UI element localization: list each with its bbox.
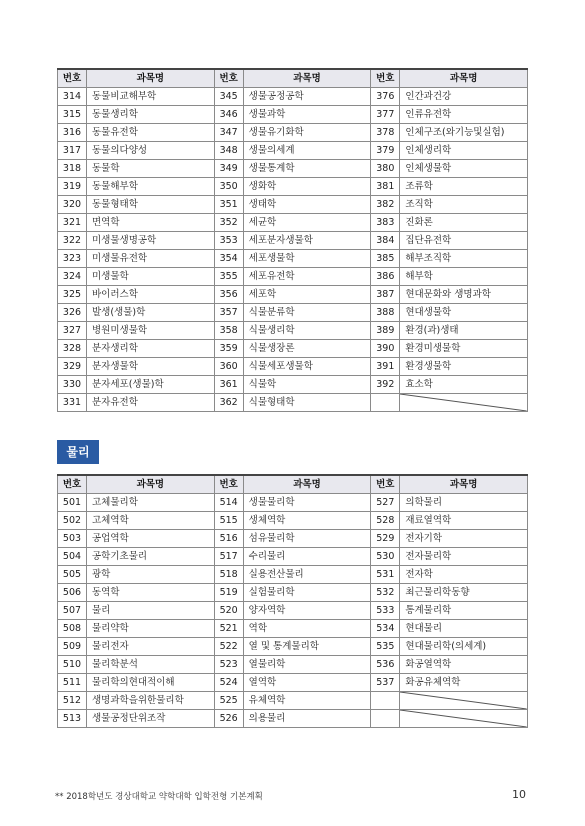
- table-row: [58, 196, 528, 214]
- table-row: [58, 656, 528, 674]
- subject-number: 537: [371, 674, 400, 692]
- subject-name: 동물유전학: [87, 124, 215, 142]
- subject-name: 세포유전학: [243, 268, 371, 286]
- subject-name: 현대물리: [400, 620, 528, 638]
- subject-number: 317: [58, 142, 87, 160]
- subject-name: 생체역학: [243, 512, 371, 530]
- subject-name: 미생물생명공학: [87, 232, 215, 250]
- subject-name: 통계물리학: [400, 602, 528, 620]
- subject-name: 면역학: [87, 214, 215, 232]
- subject-name: 양자역학: [243, 602, 371, 620]
- subject-number: 508: [58, 620, 87, 638]
- subject-name: 의학물리: [400, 494, 528, 512]
- subject-name: 현대물리학(의세계): [400, 638, 528, 656]
- subject-number: 536: [371, 656, 400, 674]
- subject-name: 효소학: [400, 376, 528, 394]
- subject-name: 전자물리학: [400, 548, 528, 566]
- subject-name: 물리: [87, 602, 215, 620]
- subject-number: 385: [371, 250, 400, 268]
- table-row: [58, 584, 528, 602]
- subject-name: 생물과학: [243, 106, 371, 124]
- subject-number: 391: [371, 358, 400, 376]
- subject-number: 328: [58, 340, 87, 358]
- subject-number: 356: [214, 286, 243, 304]
- table-row: [58, 602, 528, 620]
- subject-name: 세포생물학: [243, 250, 371, 268]
- table-row: [58, 322, 528, 340]
- subject-number: 360: [214, 358, 243, 376]
- subject-number: 389: [371, 322, 400, 340]
- subject-number: 324: [58, 268, 87, 286]
- header-subject-name: 과목명: [87, 475, 215, 494]
- subject-name: 세균학: [243, 214, 371, 232]
- subject-number: 380: [371, 160, 400, 178]
- header-number: 번호: [371, 475, 400, 494]
- empty-number-cell: [371, 394, 400, 412]
- subject-number: 524: [214, 674, 243, 692]
- subject-number: 331: [58, 394, 87, 412]
- subject-number: 329: [58, 358, 87, 376]
- table-row: [58, 710, 528, 728]
- subject-number: 318: [58, 160, 87, 178]
- subject-name: 유체역학: [243, 692, 371, 710]
- subject-name: 열물리학: [243, 656, 371, 674]
- subject-number: 315: [58, 106, 87, 124]
- header-number: 번호: [58, 475, 87, 494]
- subject-number: 518: [214, 566, 243, 584]
- subject-name: 생물유기화학: [243, 124, 371, 142]
- table-row: [58, 88, 528, 106]
- header-subject-name: 과목명: [400, 475, 528, 494]
- table-row: [58, 286, 528, 304]
- subject-number: 351: [214, 196, 243, 214]
- section-label-physics: 물리: [57, 440, 99, 464]
- subject-name: 물리전자: [87, 638, 215, 656]
- subject-number: 392: [371, 376, 400, 394]
- subject-number: 523: [214, 656, 243, 674]
- table-header-row: [58, 69, 528, 88]
- subject-number: 358: [214, 322, 243, 340]
- subject-name: 열 및 통계물리학: [243, 638, 371, 656]
- subject-number: 521: [214, 620, 243, 638]
- table-row: [58, 494, 528, 512]
- subject-number: 511: [58, 674, 87, 692]
- header-subject-name: 과목명: [87, 69, 215, 88]
- subject-name: 인체생리학: [400, 142, 528, 160]
- table-row: [58, 548, 528, 566]
- subject-name: 환경생물학: [400, 358, 528, 376]
- physics-subject-table: [57, 474, 528, 728]
- subject-name: 식물형태학: [243, 394, 371, 412]
- subject-name: 세포분자생물학: [243, 232, 371, 250]
- subject-number: 320: [58, 196, 87, 214]
- subject-name: 분자생물학: [87, 358, 215, 376]
- subject-name: 생물통계학: [243, 160, 371, 178]
- subject-name: 섬유물리학: [243, 530, 371, 548]
- subject-name: 수리물리: [243, 548, 371, 566]
- subject-name: 분자유전학: [87, 394, 215, 412]
- table-row: [58, 530, 528, 548]
- subject-name: 동역학: [87, 584, 215, 602]
- subject-name: 고체물리학: [87, 494, 215, 512]
- subject-name: 식물생장론: [243, 340, 371, 358]
- subject-name: 병원미생물학: [87, 322, 215, 340]
- header-subject-name: 과목명: [243, 69, 371, 88]
- table-row: [58, 674, 528, 692]
- subject-name: 분자세포(생물)학: [87, 376, 215, 394]
- subject-name: 식물분류학: [243, 304, 371, 322]
- subject-number: 383: [371, 214, 400, 232]
- table-row: [58, 214, 528, 232]
- subject-name: 생물공정단위조작: [87, 710, 215, 728]
- subject-number: 384: [371, 232, 400, 250]
- subject-name: 현대생물학: [400, 304, 528, 322]
- subject-name: 해부조직학: [400, 250, 528, 268]
- subject-number: 534: [371, 620, 400, 638]
- subject-name: 최근물리학동향: [400, 584, 528, 602]
- subject-name: 환경(과)생태: [400, 322, 528, 340]
- subject-name: 전자학: [400, 566, 528, 584]
- table-row: [58, 178, 528, 196]
- subject-number: 362: [214, 394, 243, 412]
- subject-number: 514: [214, 494, 243, 512]
- subject-name: 공학기초물리: [87, 548, 215, 566]
- subject-number: 322: [58, 232, 87, 250]
- subject-name: 재료열역학: [400, 512, 528, 530]
- subject-number: 533: [371, 602, 400, 620]
- subject-number: 346: [214, 106, 243, 124]
- subject-name: 현대문화와 생명과학: [400, 286, 528, 304]
- empty-cell-diagonal: [400, 710, 528, 728]
- subject-name: 동물비교해부학: [87, 88, 215, 106]
- subject-number: 325: [58, 286, 87, 304]
- subject-name: 분자생리학: [87, 340, 215, 358]
- subject-name: 발생(생물)학: [87, 304, 215, 322]
- subject-number: 503: [58, 530, 87, 548]
- subject-number: 357: [214, 304, 243, 322]
- subject-number: 520: [214, 602, 243, 620]
- header-number: 번호: [58, 69, 87, 88]
- subject-number: 522: [214, 638, 243, 656]
- subject-name: 동물생리학: [87, 106, 215, 124]
- subject-name: 식물생리학: [243, 322, 371, 340]
- subject-number: 348: [214, 142, 243, 160]
- table-row: [58, 638, 528, 656]
- table-header-row: [58, 475, 528, 494]
- subject-number: 526: [214, 710, 243, 728]
- subject-name: 의용물리: [243, 710, 371, 728]
- table-row: [58, 124, 528, 142]
- subject-number: 353: [214, 232, 243, 250]
- subject-number: 387: [371, 286, 400, 304]
- subject-name: 실험물리학: [243, 584, 371, 602]
- subject-name: 화공열역학: [400, 656, 528, 674]
- table-row: [58, 232, 528, 250]
- subject-number: 501: [58, 494, 87, 512]
- subject-number: 510: [58, 656, 87, 674]
- subject-name: 실용전산물리: [243, 566, 371, 584]
- table-row: [58, 340, 528, 358]
- subject-name: 동물학: [87, 160, 215, 178]
- subject-name: 전자기학: [400, 530, 528, 548]
- subject-number: 509: [58, 638, 87, 656]
- table-row: [58, 250, 528, 268]
- subject-number: 390: [371, 340, 400, 358]
- subject-number: 314: [58, 88, 87, 106]
- subject-name: 동물해부학: [87, 178, 215, 196]
- header-number: 번호: [214, 69, 243, 88]
- subject-number: 528: [371, 512, 400, 530]
- subject-number: 316: [58, 124, 87, 142]
- table-row: [58, 160, 528, 178]
- empty-cell-diagonal: [400, 394, 528, 412]
- subject-name: 집단유전학: [400, 232, 528, 250]
- header-number: 번호: [371, 69, 400, 88]
- table-row: [58, 376, 528, 394]
- subject-name: 화공유체역학: [400, 674, 528, 692]
- subject-number: 530: [371, 548, 400, 566]
- subject-number: 379: [371, 142, 400, 160]
- subject-name: 인체구조(와기능및실험): [400, 124, 528, 142]
- subject-name: 생물의세계: [243, 142, 371, 160]
- subject-name: 생태학: [243, 196, 371, 214]
- subject-number: 519: [214, 584, 243, 602]
- subject-number: 354: [214, 250, 243, 268]
- table-row: [58, 566, 528, 584]
- subject-name: 미생물학: [87, 268, 215, 286]
- header-subject-name: 과목명: [400, 69, 528, 88]
- table-row: [58, 394, 528, 412]
- subject-number: 327: [58, 322, 87, 340]
- subject-number: 529: [371, 530, 400, 548]
- subject-name: 진화론: [400, 214, 528, 232]
- empty-number-cell: [371, 710, 400, 728]
- empty-number-cell: [371, 692, 400, 710]
- subject-number: 349: [214, 160, 243, 178]
- table-row: [58, 620, 528, 638]
- subject-number: 330: [58, 376, 87, 394]
- subject-number: 345: [214, 88, 243, 106]
- subject-name: 환경미생물학: [400, 340, 528, 358]
- subject-number: 378: [371, 124, 400, 142]
- subject-name: 생화학: [243, 178, 371, 196]
- subject-name: 공업역학: [87, 530, 215, 548]
- subject-number: 532: [371, 584, 400, 602]
- page-number: 10: [512, 788, 526, 801]
- subject-name: 동물형태학: [87, 196, 215, 214]
- subject-number: 381: [371, 178, 400, 196]
- subject-name: 바이러스학: [87, 286, 215, 304]
- subject-number: 355: [214, 268, 243, 286]
- header-number: 번호: [214, 475, 243, 494]
- subject-name: 열역학: [243, 674, 371, 692]
- subject-number: 513: [58, 710, 87, 728]
- subject-number: 505: [58, 566, 87, 584]
- subject-number: 517: [214, 548, 243, 566]
- subject-number: 319: [58, 178, 87, 196]
- subject-number: 347: [214, 124, 243, 142]
- subject-number: 359: [214, 340, 243, 358]
- subject-number: 512: [58, 692, 87, 710]
- subject-number: 386: [371, 268, 400, 286]
- subject-name: 물리학분석: [87, 656, 215, 674]
- subject-number: 350: [214, 178, 243, 196]
- subject-number: 388: [371, 304, 400, 322]
- subject-number: 516: [214, 530, 243, 548]
- subject-name: 인류유전학: [400, 106, 528, 124]
- subject-name: 해부학: [400, 268, 528, 286]
- subject-number: 515: [214, 512, 243, 530]
- subject-name: 생명과학을위한물리학: [87, 692, 215, 710]
- table-row: [58, 304, 528, 322]
- subject-name: 조직학: [400, 196, 528, 214]
- subject-number: 377: [371, 106, 400, 124]
- subject-number: 507: [58, 602, 87, 620]
- subject-name: 식물학: [243, 376, 371, 394]
- subject-number: 361: [214, 376, 243, 394]
- table-row: [58, 268, 528, 286]
- header-subject-name: 과목명: [243, 475, 371, 494]
- subject-name: 고체역학: [87, 512, 215, 530]
- table-row: [58, 512, 528, 530]
- table-row: [58, 106, 528, 124]
- subject-name: 생물공정공학: [243, 88, 371, 106]
- subject-name: 물리약학: [87, 620, 215, 638]
- subject-name: 인체생물학: [400, 160, 528, 178]
- subject-name: 조류학: [400, 178, 528, 196]
- subject-name: 동물의다양성: [87, 142, 215, 160]
- subject-number: 506: [58, 584, 87, 602]
- subject-name: 인간과건강: [400, 88, 528, 106]
- subject-number: 531: [371, 566, 400, 584]
- subject-name: 생물물리학: [243, 494, 371, 512]
- subject-number: 527: [371, 494, 400, 512]
- empty-cell-diagonal: [400, 692, 528, 710]
- subject-number: 323: [58, 250, 87, 268]
- table-row: [58, 692, 528, 710]
- biology-subject-table: [57, 68, 528, 412]
- subject-number: 376: [371, 88, 400, 106]
- subject-name: 미생물유전학: [87, 250, 215, 268]
- table-row: [58, 142, 528, 160]
- subject-name: 식물세포생물학: [243, 358, 371, 376]
- subject-number: 321: [58, 214, 87, 232]
- subject-name: 세포학: [243, 286, 371, 304]
- subject-name: 역학: [243, 620, 371, 638]
- table-row: [58, 358, 528, 376]
- subject-number: 382: [371, 196, 400, 214]
- subject-name: 광학: [87, 566, 215, 584]
- subject-number: 352: [214, 214, 243, 232]
- subject-number: 326: [58, 304, 87, 322]
- subject-number: 535: [371, 638, 400, 656]
- subject-number: 502: [58, 512, 87, 530]
- subject-name: 물리학의현대적이해: [87, 674, 215, 692]
- footer-title: ** 2018학년도 경상대학교 약학대학 입학전형 기본계획: [55, 792, 263, 802]
- subject-number: 504: [58, 548, 87, 566]
- subject-number: 525: [214, 692, 243, 710]
